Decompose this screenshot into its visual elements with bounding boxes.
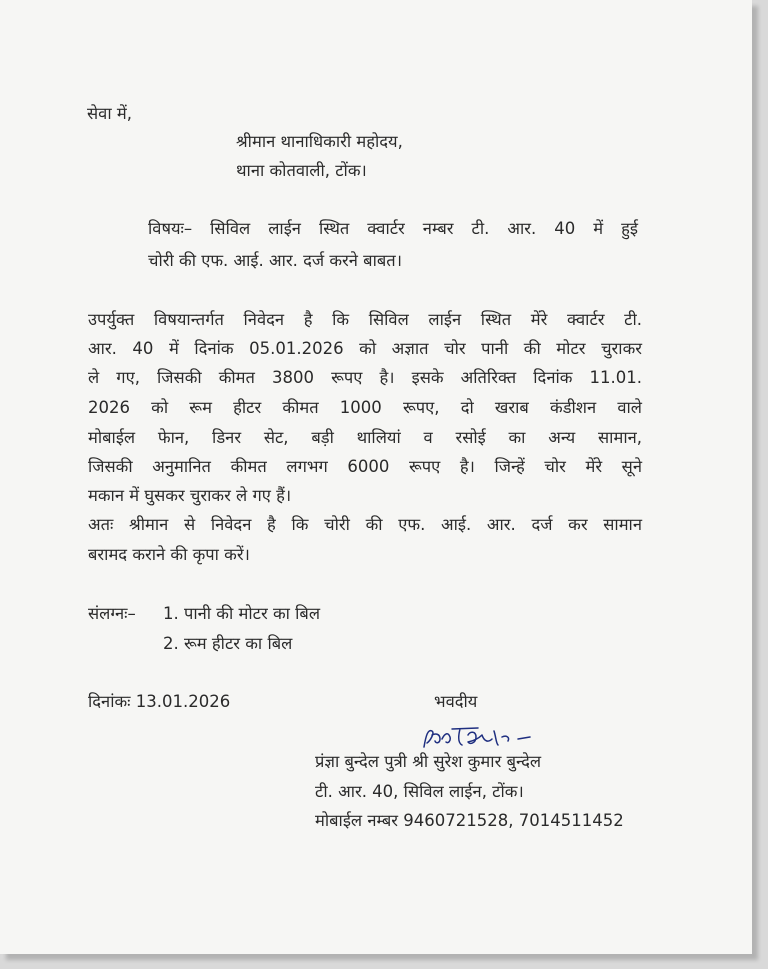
body-line-5: मोबाईल फेान, डिनर सेट, बड़ी थालियां व रसोई का अन्य सामान, <box>88 428 642 447</box>
closing: भवदीय <box>434 692 478 711</box>
attachment-item-2: 2. रूम हीटर का बिल <box>163 634 293 653</box>
body-line-2: आर. 40 में दिनांक 05.01.2026 को अज्ञात चोर पानी की मोटर चुराकर <box>88 339 642 358</box>
body-line-6: जिसकी अनुमानित कीमत लगभग 6000 रूपए है। जिन्हें चोर मेंरे सूने <box>88 457 642 476</box>
sender-name: प्रंज्ञा बुन्देल पुत्री श्री सुरेश कुमार बुन्देल <box>315 752 542 771</box>
sender-address: टी. आर. 40, सिविल लाईन, टोंक। <box>315 782 524 801</box>
body-line-3: ले गए, जिसकी कीमत 3800 रूपए है। इसके अतिरिक्त दिनांक 11.01. <box>88 368 642 387</box>
recipient-line-2: थाना कोतवाली, टोंक। <box>236 161 367 180</box>
handwritten-signature <box>418 717 548 757</box>
attachment-item-1: 1. पानी की मोटर का बिल <box>163 604 321 623</box>
letter-date: दिनांकः 13.01.2026 <box>88 692 231 711</box>
subject-line-2: चोरी की एफ. आई. आर. दर्ज करने बाबत। <box>148 251 402 270</box>
salutation: सेवा में, <box>87 104 132 123</box>
subject-line-1: विषयः– सिविल लाईन स्थित क्वार्टर नम्बर टी. आर. 40 में हुई <box>148 219 638 238</box>
sender-mobile: मोबाईल नम्बर 9460721528, 7014511452 <box>315 811 624 830</box>
recipient-line-1: श्रीमान थानाधिकारी महोदय, <box>236 132 403 151</box>
attachments-label: संलग्नः– <box>88 604 136 623</box>
body-line-7: मकान में घुसकर चुराकर ले गए हैं। <box>88 486 292 505</box>
body-line-1: उपर्युक्त विषयान्तर्गत निवेदन है कि सिविल लाईन स्थित मेंरे क्वार्टर टी. <box>88 310 642 329</box>
body-line-8: अतः श्रीमान से निवेदन है कि चोरी की एफ. आई. आर. दर्ज कर सामान <box>88 515 642 534</box>
body-line-9: बरामद कराने की कृपा करें। <box>88 545 250 564</box>
body-line-4: 2026 को रूम हीटर कीमत 1000 रूपए, दो खराब कंडीशन वाले <box>88 398 642 417</box>
